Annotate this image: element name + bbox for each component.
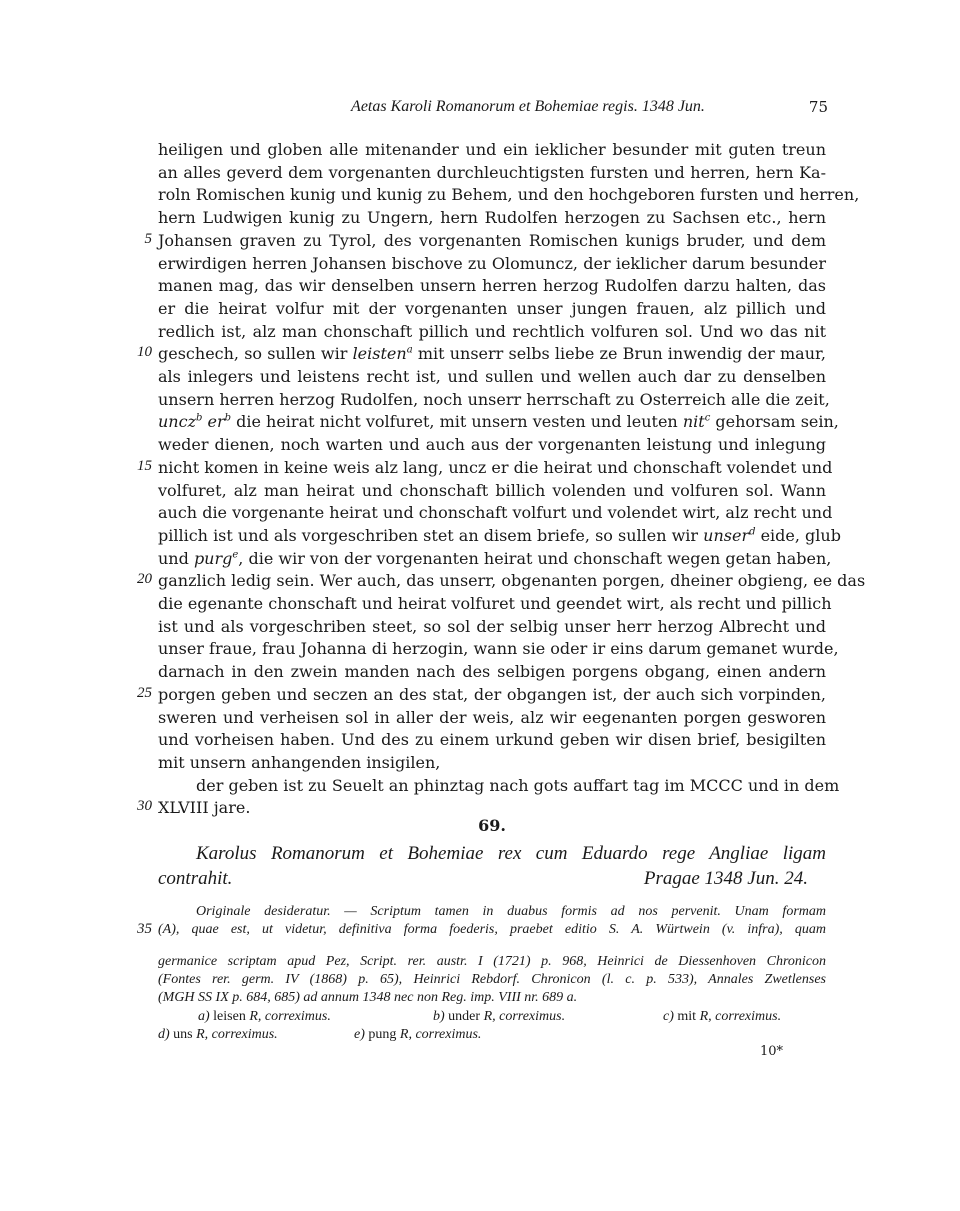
footnote: b) under R, correximus. [433, 1009, 566, 1024]
text-line: und vorheisen haben. Und des zu einem urkund geben wir disen brief, besigilten [158, 730, 826, 750]
text-line: Johansen graven zu Tyrol, des vorgenanten Romischen kunigs bruder, und dem [158, 230, 826, 250]
text-line: hern Ludwigen kunig zu Ungern, hern Rudolfen herzogen zu Sachsen etc., hern [158, 208, 826, 228]
text-line: unser fraue, frau Johanna di herzogin, wann sie oder ir eins darum gemanet wurde, [158, 639, 839, 659]
text-line: darnach in den zwein manden nach des selbigen porgens obgang, einen andern [158, 662, 826, 682]
text-line: an alles geverd dem vorgenanten durchleuchtigsten fursten und herren, hern Ka- [158, 162, 826, 182]
text-line: roln Romischen kunig und kunig zu Behem, und den hochgeboren fursten und herren, [158, 185, 860, 205]
text-line: unsern herren herzog Rudolfen, noch unserr herrschaft zu Osterreich alle die zeit, [158, 389, 830, 409]
text-line: pillich ist und als vorgeschriben stet an disem briefe, so sullen wir unser$^d$ eide, glub [158, 525, 841, 545]
text-line: porgen geben und seczen an des stat, der obgangen ist, der auch sich vorpinden, [158, 684, 826, 704]
running-title: Aetas Karoli Romanorum et Bohemiae regis. 1348 Jun. [351, 98, 705, 115]
text-line: mit unsern anhangenden insigilen, [158, 752, 441, 772]
footnote: e) pung R, correximus. [354, 1027, 482, 1042]
text-line: volfuret, alz man heirat und chonschaft billich volenden und volfuren sol. Wann [158, 480, 826, 500]
text-line: redlich ist, alz man chonschaft pillich und rechtlich volfuren sol. Und wo das nit [158, 321, 826, 341]
note-line: (Fontes rer. germ. IV (1868) p. 65), Heinrici Rebdorf. Chronicon (l. c. p. 533), Annales Zwetlenses [158, 972, 826, 987]
line-number: 25 [137, 684, 152, 701]
line-number: 5 [144, 230, 152, 247]
regest-line-1: Karolus Romanorum et Bohemiae rex cum Eduardo rege Angliae ligam [196, 843, 826, 864]
line-number: 30 [137, 798, 152, 815]
line-number: 15 [137, 457, 152, 474]
line-number: 35 [137, 921, 152, 937]
text-line: manen mag, das wir denselben unsern herren herzog Rudolfen darzu halten, das [158, 276, 826, 296]
regest-line-2 [158, 867, 826, 891]
note-line: germanice scriptam apud Pez, Script. rer. austr. I (1721) p. 968, Heinrici de Diessenhoven Chronicon [158, 954, 826, 969]
text-line: als inlegers und leistens recht ist, und sullen und wellen auch dar zu denselben [158, 367, 826, 386]
text-line: und purg$^e$, die wir von der vorgenanten heirat und chonschaft wegen getan haben, [158, 548, 832, 568]
regest-continuation: contrahit. [158, 868, 233, 889]
text-line: XLVIII jare. [158, 798, 251, 818]
text-line: uncz$^b$ $er^b$ die heirat nicht volfuret, mit unsern vesten und leuten nit$^c$ gehorsam sein, [158, 412, 839, 432]
signature-mark: 10* [760, 1044, 784, 1059]
line-number: 20 [137, 571, 152, 588]
text-line: ganzlich ledig sein. Wer auch, das unserr, obgenanten porgen, dheiner obgieng, ee das [158, 571, 866, 591]
note-line: (MGH SS IX p. 684, 685) ad annum 1348 nec non Reg. imp. VIII nr. 689 a. [158, 990, 578, 1005]
document-number: 69. [478, 816, 506, 835]
text-line: die egenante chonschaft und heirat volfuret und geendet wirt, als recht und pillich [158, 594, 832, 613]
regest-date: Pragae 1348 Jun. 24. [643, 868, 808, 889]
text-line: nicht komen in keine weis alz lang, uncz er die heirat und chonschaft volendet und [158, 457, 833, 477]
footnote: a) leisen R, correximus. [198, 1009, 331, 1024]
text-line: auch die vorgenante heirat und chonschaft volfurt und volendet wirt, alz recht und [158, 503, 833, 523]
text-line: erwirdigen herren Johansen bischove zu Olomuncz, der ieklicher darum besunder [158, 253, 826, 273]
text-line: geschech, so sullen wir leisten$^a$ mit unserr selbs liebe ze Brun inwendig der maur, [158, 344, 826, 364]
text-line: ist und als vorgeschriben steet, so sol der selbig unser herr herzog Albrecht und [158, 616, 826, 636]
text-line: der geben ist zu Seuelt an phinztag nach gots auffart tag im MCCC und in dem [196, 775, 840, 795]
line-number: 10 [137, 344, 152, 361]
footnote: d) uns R, correximus. [158, 1027, 278, 1042]
text-line: sweren und verheisen sol in aller der weis, alz wir eegenanten porgen gesworen [158, 707, 826, 727]
text-line: weder dienen, noch warten und auch aus der vorgenanten leistung und inlegung [158, 435, 826, 455]
text-line: heiligen und globen alle mitenander und ein ieklicher besunder mit guten treun [158, 140, 826, 159]
footnote: c) mit R, correximus. [663, 1009, 782, 1024]
note-line: Originale desideratur. — Scriptum tamen in duabus formis ad nos pervenit. Unam formam [196, 904, 826, 919]
page-number: 75 [808, 98, 828, 116]
note-line: (A), quae est, ut videtur, definitiva forma foederis, praebet editio S. A. Würtwein (v. infra), quam [158, 922, 826, 937]
text-line: er die heirat volfur mit der vorgenanten unser jungen frauen, alz pillich und [158, 298, 826, 318]
running-header [158, 98, 828, 120]
